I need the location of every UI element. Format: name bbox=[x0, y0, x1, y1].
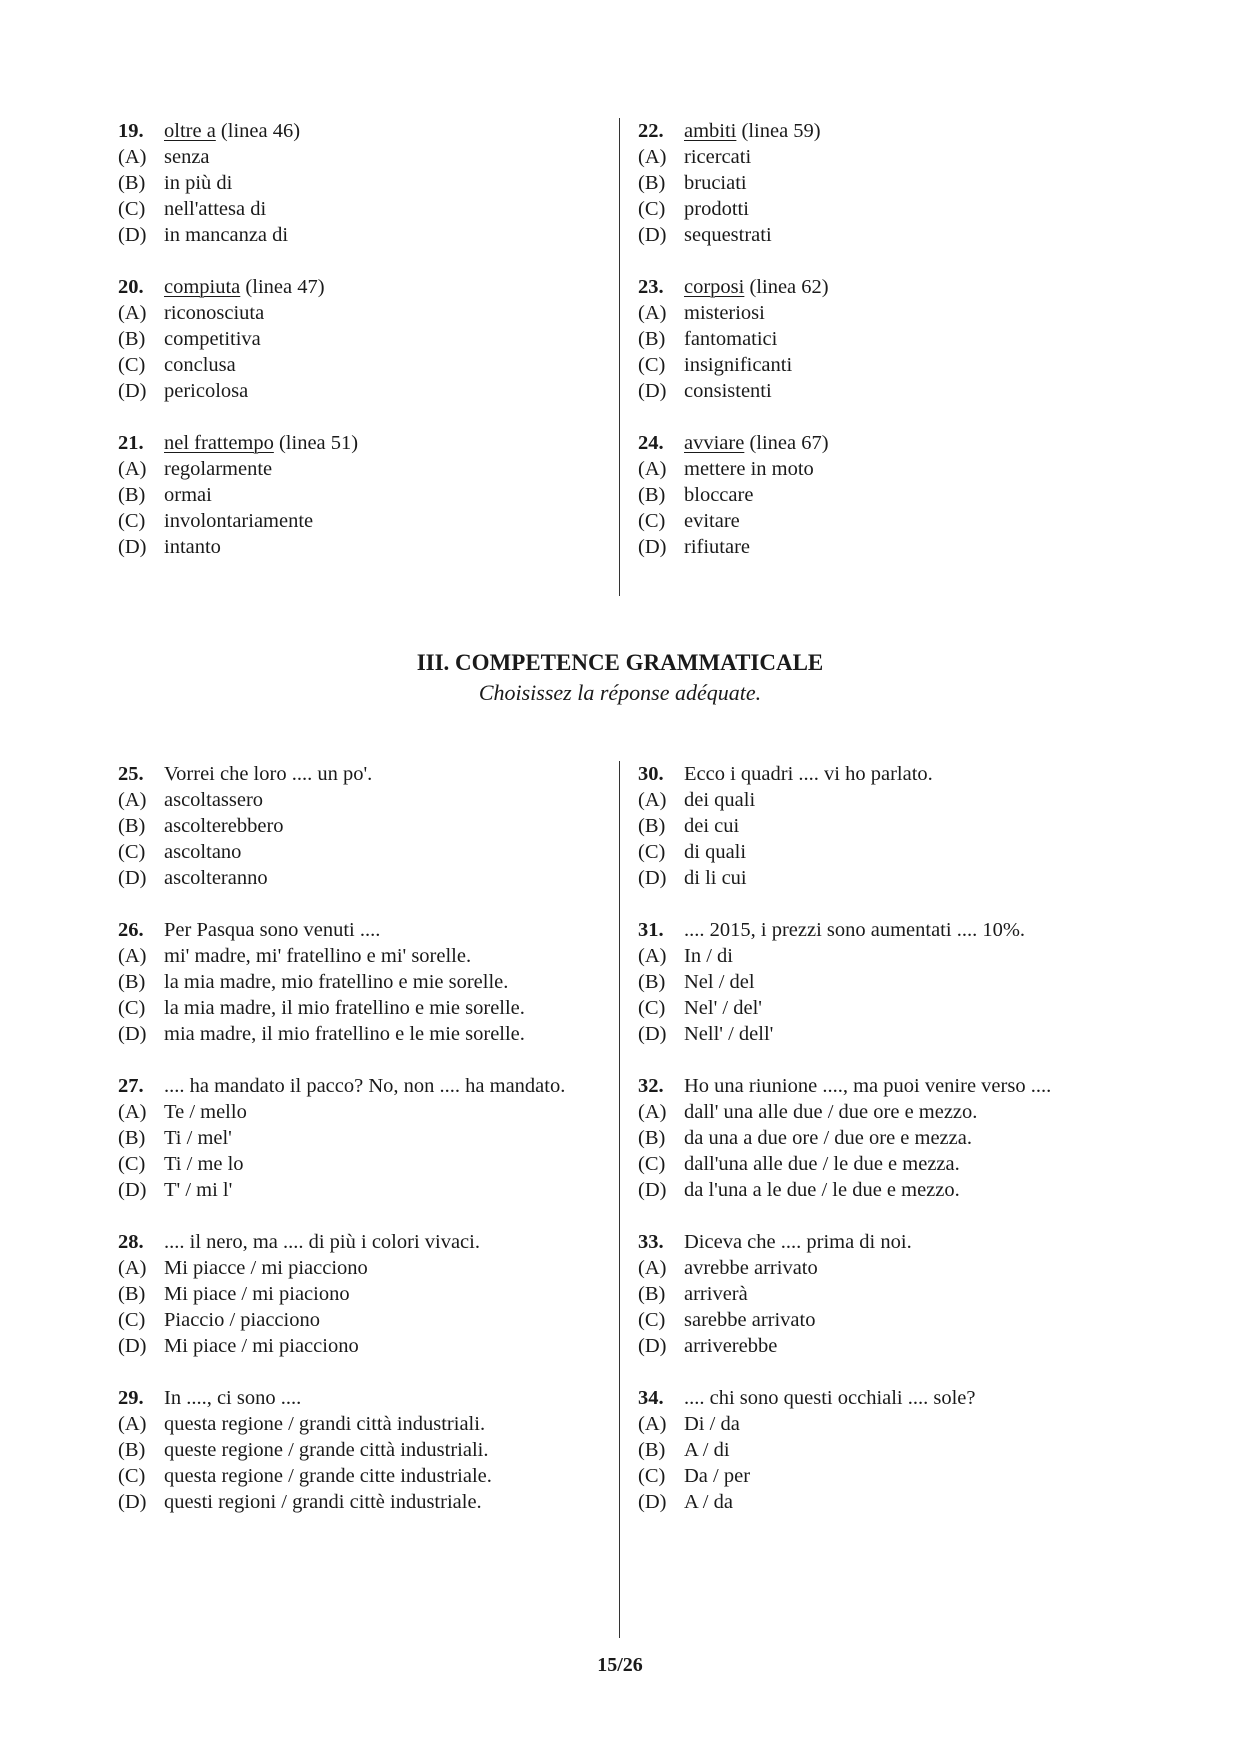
question-26 bbox=[118, 917, 594, 1047]
vocab-term: nel frattempo bbox=[164, 432, 274, 454]
option-b: (B) la mia madre, mio fratellino e mie sorelle. bbox=[118, 971, 509, 993]
section-title: III. COMPETENCE GRAMMATICALE bbox=[416, 650, 824, 675]
option-b: (B) ascolterebbero bbox=[118, 815, 284, 837]
question-number: 26. bbox=[118, 919, 144, 941]
option-d: (D) mia madre, il mio fratellino e le mie sorelle. bbox=[118, 1023, 525, 1045]
option-c: (C) insignificanti bbox=[638, 354, 793, 376]
option-d: (D) A / da bbox=[638, 1491, 733, 1513]
option-b: (B) dei cui bbox=[638, 815, 740, 837]
option-d: (D) sequestrati bbox=[638, 224, 772, 246]
option-a: (A) riconosciuta bbox=[118, 302, 265, 324]
question-number: 21. bbox=[118, 432, 144, 454]
option-d: (D) arriverebbe bbox=[638, 1335, 778, 1357]
option-a: (A) misteriosi bbox=[638, 302, 765, 324]
option-c: (C) nell'attesa di bbox=[118, 198, 267, 220]
option-c: (C) dall'una alle due / le due e mezza. bbox=[638, 1153, 960, 1175]
option-d: (D) consistenti bbox=[638, 380, 772, 402]
question-19 bbox=[118, 118, 598, 248]
question-number: 19. bbox=[118, 120, 144, 142]
option-b: (B) da una a due ore / due ore e mezza. bbox=[638, 1127, 972, 1149]
option-d: (D) in mancanza di bbox=[118, 224, 289, 246]
vocab-left-column bbox=[118, 118, 598, 586]
option-c: (C) sarebbe arrivato bbox=[638, 1309, 816, 1331]
question-stem: .... il nero, ma .... di più i colori vivaci. bbox=[164, 1231, 480, 1253]
option-d: (D) da l'una a le due / le due e mezzo. bbox=[638, 1179, 960, 1201]
option-c: (C) di quali bbox=[638, 841, 747, 863]
question-stem: Ho una riunione ...., ma puoi venire verso .... bbox=[684, 1075, 1052, 1097]
section-instruction: Choisissez la réponse adéquate. bbox=[478, 680, 762, 705]
option-d: (D) questi regioni / grandi cittè industriale. bbox=[118, 1491, 482, 1513]
vocab-right-column bbox=[638, 118, 1138, 586]
option-c: (C) ascoltano bbox=[118, 841, 242, 863]
option-d: (D) intanto bbox=[118, 536, 221, 558]
question-21 bbox=[118, 430, 598, 560]
vocab-term: ambiti bbox=[684, 120, 737, 142]
option-d: (D) T' / mi l' bbox=[118, 1179, 233, 1201]
question-29 bbox=[118, 1385, 594, 1515]
option-a: (A) Di / da bbox=[638, 1413, 740, 1435]
option-c: (C) la mia madre, il mio fratellino e mie sorelle. bbox=[118, 997, 525, 1019]
option-b: (B) fantomatici bbox=[638, 328, 778, 350]
option-d: (D) pericolosa bbox=[118, 380, 249, 402]
option-a: (A) Te / mello bbox=[118, 1101, 247, 1123]
option-a: (A) senza bbox=[118, 146, 210, 168]
option-c: (C) Nel' / del' bbox=[638, 997, 762, 1019]
grammar-left-column bbox=[118, 761, 594, 1541]
grammar-right-column bbox=[638, 761, 1158, 1541]
option-b: (B) queste regione / grande città industriali. bbox=[118, 1439, 489, 1461]
question-stem: Per Pasqua sono venuti .... bbox=[164, 919, 381, 941]
option-c: (C) Da / per bbox=[638, 1465, 751, 1487]
question-number: 22. bbox=[638, 120, 664, 142]
option-a: (A) avrebbe arrivato bbox=[638, 1257, 818, 1279]
question-31 bbox=[638, 917, 1158, 1047]
option-b: (B) arriverà bbox=[638, 1283, 748, 1305]
option-c: (C) Ti / me lo bbox=[118, 1153, 244, 1175]
vocab-term: compiuta bbox=[164, 276, 241, 298]
option-c: (C) conclusa bbox=[118, 354, 236, 376]
question-number: 27. bbox=[118, 1075, 144, 1097]
question-23 bbox=[638, 274, 1138, 404]
option-a: (A) mi' madre, mi' fratellino e mi' sorelle. bbox=[118, 945, 472, 967]
option-c: (C) questa regione / grande citte industriale. bbox=[118, 1465, 492, 1487]
option-a: (A) mettere in moto bbox=[638, 458, 814, 480]
option-a: (A) In / di bbox=[638, 945, 733, 967]
line-reference: (linea 47) bbox=[240, 276, 325, 298]
option-d: (D) Mi piace / mi piacciono bbox=[118, 1335, 359, 1357]
question-30 bbox=[638, 761, 1158, 891]
option-a: (A) Mi piacce / mi piacciono bbox=[118, 1257, 368, 1279]
question-number: 20. bbox=[118, 276, 144, 298]
question-28 bbox=[118, 1229, 594, 1359]
option-a: (A) questa regione / grandi città industriali. bbox=[118, 1413, 486, 1435]
question-stem: Vorrei che loro .... un po'. bbox=[164, 763, 373, 785]
question-stem: In ...., ci sono .... bbox=[164, 1387, 302, 1409]
option-c: (C) involontariamente bbox=[118, 510, 314, 532]
option-a: (A) dall' una alle due / due ore e mezzo. bbox=[638, 1101, 978, 1123]
column-divider-bottom bbox=[619, 761, 620, 1638]
line-reference: (linea 67) bbox=[744, 432, 829, 454]
option-b: (B) A / di bbox=[638, 1439, 730, 1461]
section-heading bbox=[0, 648, 1240, 708]
question-number: 25. bbox=[118, 763, 144, 785]
question-27 bbox=[118, 1073, 594, 1203]
option-c: (C) Piaccio / piacciono bbox=[118, 1309, 320, 1331]
vocab-term: corposi bbox=[684, 276, 745, 298]
question-number: 33. bbox=[638, 1231, 664, 1253]
line-reference: (linea 51) bbox=[273, 432, 359, 454]
question-34 bbox=[638, 1385, 1158, 1515]
option-b: (B) bruciati bbox=[638, 172, 747, 194]
column-divider-top bbox=[619, 118, 620, 596]
question-number: 34. bbox=[638, 1387, 664, 1409]
option-b: (B) Nel / del bbox=[638, 971, 755, 993]
option-b: (B) in più di bbox=[118, 172, 233, 194]
page-number: 15/26 bbox=[597, 1654, 643, 1676]
question-stem: Ecco i quadri .... vi ho parlato. bbox=[684, 763, 933, 785]
option-b: (B) ormai bbox=[118, 484, 212, 506]
option-d: (D) rifiutare bbox=[638, 536, 751, 558]
vocab-term: oltre a bbox=[164, 120, 216, 142]
question-stem: .... chi sono questi occhiali .... sole? bbox=[684, 1387, 976, 1409]
option-c: (C) evitare bbox=[638, 510, 740, 532]
question-stem: Diceva che .... prima di noi. bbox=[684, 1231, 912, 1253]
option-a: (A) dei quali bbox=[638, 789, 756, 811]
question-33 bbox=[638, 1229, 1158, 1359]
option-c: (C) prodotti bbox=[638, 198, 749, 220]
vocab-term: avviare bbox=[684, 432, 745, 454]
question-stem: .... 2015, i prezzi sono aumentati .... 10%. bbox=[684, 919, 1026, 941]
question-stem: .... ha mandato il pacco? No, non .... ha mandato. bbox=[164, 1075, 566, 1097]
line-reference: (linea 59) bbox=[736, 120, 821, 142]
option-a: (A) ascoltassero bbox=[118, 789, 264, 811]
question-number: 23. bbox=[638, 276, 664, 298]
question-number: 32. bbox=[638, 1075, 664, 1097]
option-b: (B) Ti / mel' bbox=[118, 1127, 232, 1149]
option-d: (D) Nell' / dell' bbox=[638, 1023, 774, 1045]
question-20 bbox=[118, 274, 598, 404]
question-number: 24. bbox=[638, 432, 664, 454]
question-number: 29. bbox=[118, 1387, 144, 1409]
question-22 bbox=[638, 118, 1138, 248]
option-b: (B) bloccare bbox=[638, 484, 754, 506]
question-number: 28. bbox=[118, 1231, 144, 1253]
option-b: (B) Mi piace / mi piaciono bbox=[118, 1283, 350, 1305]
line-reference: (linea 46) bbox=[215, 120, 301, 142]
option-b: (B) competitiva bbox=[118, 328, 261, 350]
option-a: (A) regolarmente bbox=[118, 458, 273, 480]
option-d: (D) di li cui bbox=[638, 867, 747, 889]
option-d: (D) ascolteranno bbox=[118, 867, 268, 889]
question-24 bbox=[638, 430, 1138, 560]
question-32 bbox=[638, 1073, 1158, 1203]
line-reference: (linea 62) bbox=[744, 276, 829, 298]
option-a: (A) ricercati bbox=[638, 146, 752, 168]
question-number: 31. bbox=[638, 919, 664, 941]
question-number: 30. bbox=[638, 763, 664, 785]
question-25 bbox=[118, 761, 594, 891]
